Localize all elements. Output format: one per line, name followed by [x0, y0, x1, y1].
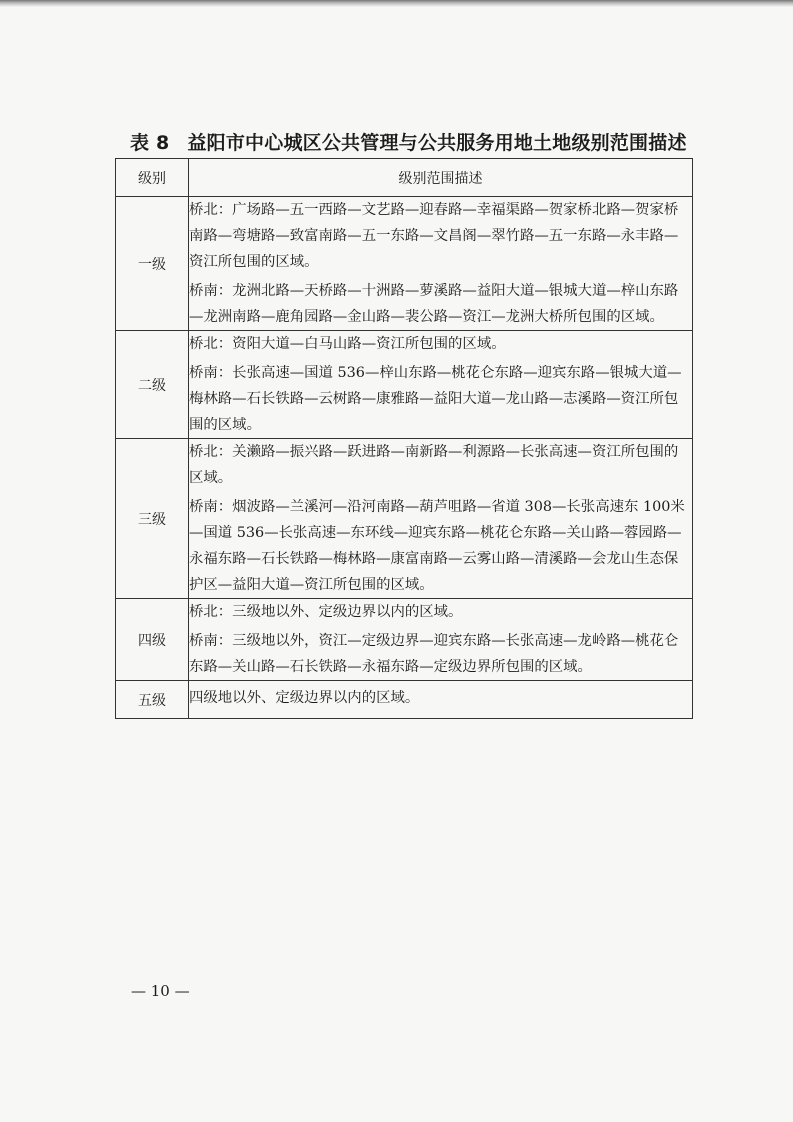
table-row — [116, 439, 693, 599]
description-north: 桥北：广场路—五一西路—文艺路—迎春路—幸福渠路—贺家桥北路—贺家桥南路—弯塘路—致富南路—五一东路—文昌阁—翠竹路—五一东路—永丰路—资江所包围的区域。 — [189, 202, 679, 270]
description-south: 桥南：龙洲北路—天桥路—十洲路—萝溪路—益阳大道—银城大道—梓山东路—龙洲南路—鹿角园路—金山路—裴公路—资江—龙洲大桥所包围的区域。 — [189, 283, 679, 325]
description-north: 桥北：资阳大道—白马山路—资江所包围的区域。 — [189, 336, 506, 352]
grade-cell: 三级 — [116, 439, 189, 599]
header-grade: 级别 — [116, 159, 189, 197]
table-row — [116, 599, 693, 681]
grade-range-table — [115, 158, 693, 719]
description-text: 四级地以外、定级边界以内的区域。 — [189, 690, 420, 706]
description-south: 桥南：三级地以外，资江—定级边界—迎宾东路—长张高速—龙岭路—桃花仑东路—关山路—石长铁路—永福东路—定级边界所包围的区域。 — [189, 633, 679, 675]
table-number: 表 8 — [130, 132, 170, 154]
description-cell — [189, 439, 693, 599]
description-south: 桥南：烟波路—兰溪河—沿河南路—葫芦咀路—省道 308—长张高速东 100米—国道 536—长张高速—东环线—迎宾东路—桃花仑东路—关山路—蓉园路—永福东路—石长铁路—梅林路—康富南路—云雾山路—清溪路—会龙山生态保护区—益阳大道—资江所包围的区域。 — [189, 499, 685, 593]
table-title-text: 益阳市中心城区公共管理与公共服务用地土地级别范围描述 — [187, 132, 687, 154]
grade-cell: 二级 — [116, 331, 189, 439]
table-title — [130, 128, 700, 155]
description-north: 桥北：关濑路—振兴路—跃进路—南新路—利源路—长张高速—资江所包围的区域。 — [189, 444, 679, 486]
scan-top-edge — [0, 0, 793, 7]
grade-cell: 五级 — [116, 681, 189, 719]
table-header-row — [116, 159, 693, 197]
table-row — [116, 681, 693, 719]
description-south: 桥南：长张高速—国道 536—梓山东路—桃花仑东路—迎宾东路—银城大道—梅林路—石长铁路—云树路—康雅路—益阳大道—龙山路—志溪路—资江所包围的区域。 — [189, 365, 682, 433]
grade-cell: 四级 — [116, 599, 189, 681]
page-number: — 10 — — [131, 982, 190, 1000]
header-description: 级别范围描述 — [189, 159, 693, 197]
description-north: 桥北：三级地以外、定级边界以内的区域。 — [189, 604, 463, 620]
table-row — [116, 331, 693, 439]
grade-cell: 一级 — [116, 197, 189, 331]
description-cell — [189, 331, 693, 439]
description-cell — [189, 197, 693, 331]
table-row — [116, 197, 693, 331]
description-cell — [189, 599, 693, 681]
description-cell — [189, 681, 693, 719]
